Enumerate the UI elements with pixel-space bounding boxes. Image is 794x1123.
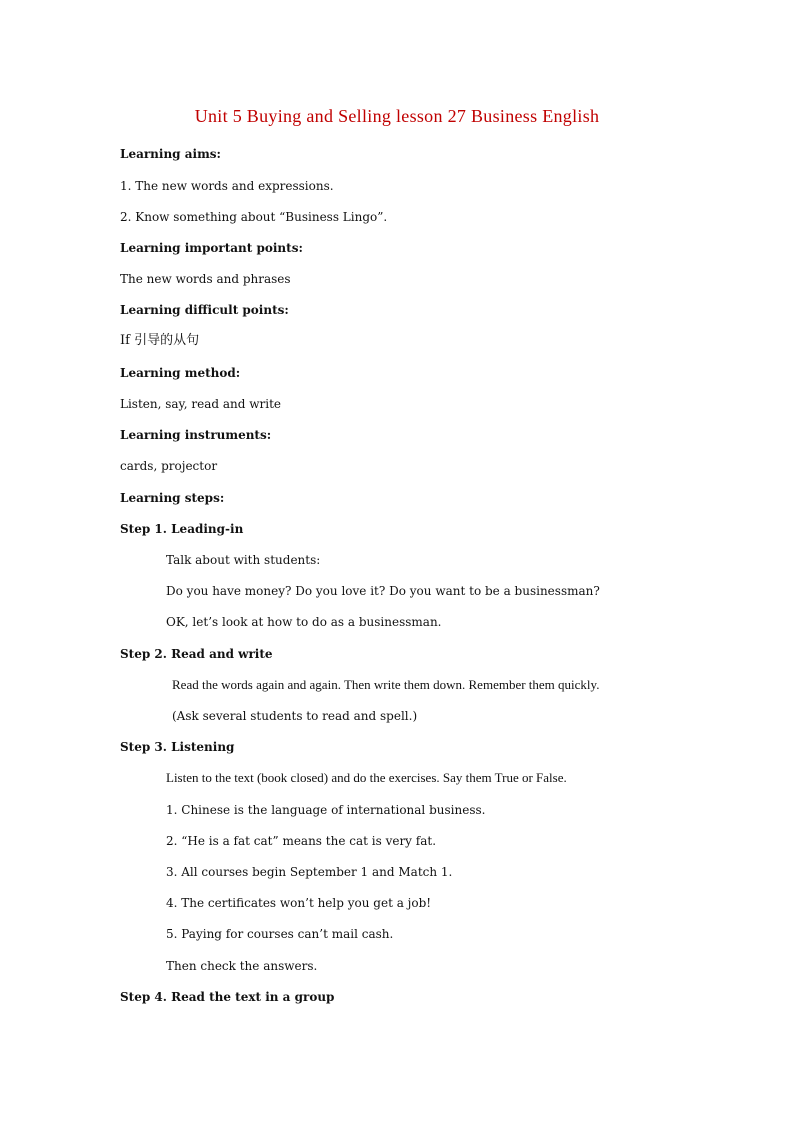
method-text: Listen, say, read and write <box>120 397 282 411</box>
step3-heading: Step 3. Listening <box>120 740 235 754</box>
method-heading: Learning method: <box>120 366 241 380</box>
step1-line-2: Do you have money? Do you love it? Do you want to be a businessman? <box>166 584 600 598</box>
step2-line-1: Read the words again and again. Then write them down. Remember them quickly. <box>172 677 600 692</box>
instruments-text: cards, projector <box>120 459 218 473</box>
step3-item-3: 3. All courses begin September 1 and Match 1. <box>166 865 453 879</box>
step1-line-1: Talk about with students: <box>166 553 321 567</box>
step3-item-2: 2. “He is a fat cat” means the cat is very fat. <box>166 834 437 848</box>
difficult-heading: Learning difficult points: <box>120 303 289 317</box>
document-title: Unit 5 Buying and Selling lesson 27 Business English <box>194 106 600 126</box>
aims-item-1: 1. The new words and expressions. <box>120 179 334 193</box>
step3-closing: Then check the answers. <box>166 959 318 973</box>
step3-item-4: 4. The certificates won’t help you get a job! <box>166 896 432 910</box>
important-text: The new words and phrases <box>120 272 291 286</box>
step2-line-2: (Ask several students to read and spell.) <box>172 709 418 723</box>
aims-heading: Learning aims: <box>120 147 221 161</box>
step1-line-3: OK, let’s look at how to do as a businessman. <box>166 615 442 629</box>
difficult-text: If 引导的从句 <box>120 333 200 348</box>
step2-heading: Step 2. Read and write <box>120 647 273 661</box>
important-heading: Learning important points: <box>120 241 303 255</box>
instruments-heading: Learning instruments: <box>120 428 272 442</box>
step4-heading: Step 4. Read the text in a group <box>120 990 335 1004</box>
step3-intro: Listen to the text (book closed) and do the exercises. Say them True or False. <box>166 770 567 785</box>
step1-heading: Step 1. Leading-in <box>120 522 244 536</box>
aims-item-2: 2. Know something about “Business Lingo”. <box>120 210 388 224</box>
step3-item-5: 5. Paying for courses can’t mail cash. <box>166 927 394 941</box>
step3-item-1: 1. Chinese is the language of international business. <box>166 803 486 817</box>
steps-heading: Learning steps: <box>120 491 225 505</box>
